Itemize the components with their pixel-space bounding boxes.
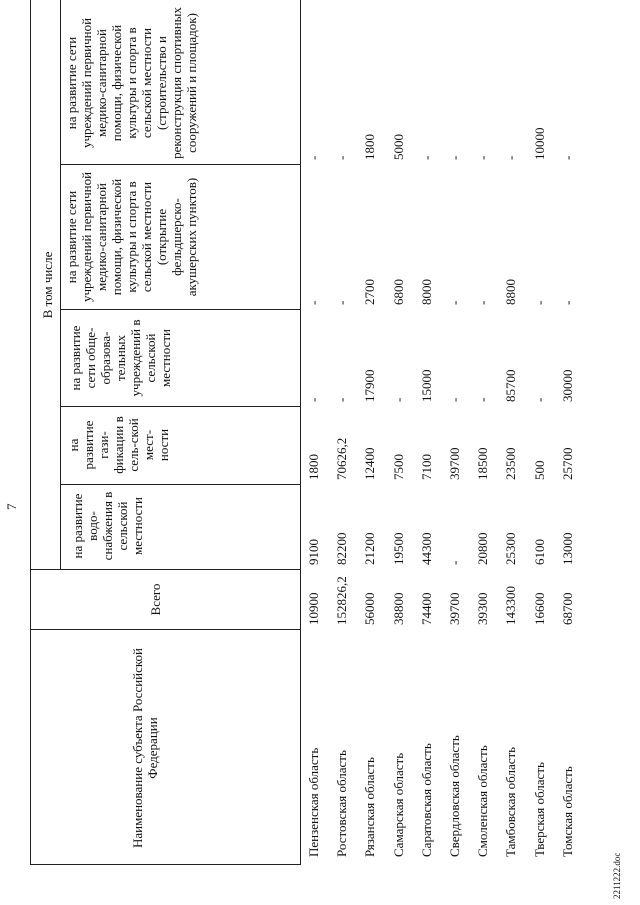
cell-gas: 18500 — [475, 447, 491, 480]
header-health-faps: на развитие сети учреждений первичной медико-санитарной помощи, физической культуры и спорта в сельской местности (открытие фельдшерско-акушерских пунктов) — [64, 171, 199, 303]
cell-health-faps: 8000 — [418, 279, 434, 305]
cell-total: 143300 — [503, 586, 519, 625]
cell-schools: - — [531, 397, 547, 402]
cell-region: Тверская область — [531, 762, 547, 857]
cell-schools: - — [390, 397, 406, 402]
col-divider-gas — [60, 484, 300, 485]
cell-schools: 85700 — [503, 369, 519, 402]
cell-schools: 15000 — [418, 369, 434, 402]
document-id: 2211222.doc — [612, 852, 622, 899]
cell-water: 20800 — [475, 532, 491, 565]
cell-schools: - — [334, 397, 350, 402]
col-divider-schools — [60, 406, 300, 407]
cell-region: Ростовская область — [334, 750, 350, 857]
cell-schools: - — [475, 397, 491, 402]
cell-health-sport: - — [503, 155, 519, 160]
header-health-sport: на развитие сети учреждений первичной медико-санитарной помощи, физической культуры и спорта в сельской местности (строительство и реконструкция спортивных сооружений и площадок) — [64, 7, 199, 159]
table-top-border — [30, 0, 31, 865]
col-divider-health-faps — [60, 309, 300, 310]
header-bottom-border — [300, 0, 301, 865]
header-total: Всего — [148, 583, 163, 616]
cell-water: 9100 — [306, 539, 321, 565]
cell-region: Пензенская область — [306, 747, 321, 857]
cell-water: 44300 — [418, 532, 434, 565]
cell-gas: 23500 — [503, 447, 519, 480]
cell-total: 10900 — [306, 592, 321, 625]
cell-total: 38800 — [390, 592, 406, 625]
cell-health-faps: - — [334, 300, 350, 305]
cell-region: Смоленская область — [475, 745, 491, 857]
cell-total: 39300 — [475, 592, 491, 625]
cell-health-sport: - — [559, 155, 575, 160]
cell-health-faps: - — [447, 300, 462, 305]
cell-health-faps: - — [306, 300, 321, 305]
header-gas: на развитие гази-фикации в сель-ской мест-ности — [66, 416, 171, 474]
cell-water: 21200 — [362, 532, 378, 565]
page-number: 7 — [4, 503, 19, 510]
cell-water: 13000 — [559, 532, 575, 565]
header-water: на развитие водо-снабжения в сельской местности — [70, 491, 145, 561]
cell-schools: - — [306, 397, 321, 402]
cell-gas: 500 — [531, 460, 547, 480]
cell-health-faps: 6800 — [390, 279, 406, 305]
cell-gas: 1800 — [306, 454, 321, 480]
cell-health-faps: - — [531, 300, 547, 305]
cell-health-sport: 1800 — [362, 134, 378, 160]
cell-gas: 25700 — [559, 447, 575, 480]
cell-gas: 7500 — [390, 454, 406, 480]
cell-region: Свердловская область — [447, 735, 462, 857]
cell-health-sport: 10000 — [531, 127, 547, 160]
cell-total: 39700 — [447, 592, 462, 625]
cell-region: Томская область — [559, 766, 575, 857]
cell-region: Саратовская область — [418, 743, 434, 857]
cell-gas: 70626,2 — [334, 437, 350, 480]
cell-total: 56000 — [362, 592, 378, 625]
cell-health-sport: - — [306, 155, 321, 160]
cell-schools: 30000 — [559, 369, 575, 402]
cell-region: Самарская область — [390, 752, 406, 857]
cell-water: - — [447, 560, 462, 565]
col-divider-water — [30, 569, 300, 570]
cell-total: 152826,2 — [334, 576, 350, 625]
cell-health-faps: 2700 — [362, 279, 378, 305]
cell-region: Тамбовская область — [503, 746, 519, 857]
cell-gas: 12400 — [362, 447, 378, 480]
col-divider-total — [30, 629, 300, 630]
cell-region: Рязанская область — [362, 757, 378, 857]
cell-schools: - — [447, 397, 462, 402]
cell-health-sport: - — [447, 155, 462, 160]
cell-health-faps: 8800 — [503, 279, 519, 305]
cell-water: 82200 — [334, 532, 350, 565]
cell-gas: 39700 — [447, 447, 462, 480]
cell-total: 68700 — [559, 592, 575, 625]
cell-health-sport: - — [334, 155, 350, 160]
cell-water: 25300 — [503, 532, 519, 565]
cell-total: 74400 — [418, 592, 434, 625]
cell-schools: 17900 — [362, 369, 378, 402]
cell-health-faps: - — [475, 300, 491, 305]
cell-health-faps: - — [559, 300, 575, 305]
header-region: Наименование субъекта Российской Федерации — [130, 647, 160, 849]
table-left-border — [30, 864, 300, 865]
cell-water: 19500 — [390, 532, 406, 565]
header-schools: на развитие сети обще-образова-тельных учреждений в сельской местности — [68, 319, 173, 397]
cell-total: 16600 — [531, 592, 547, 625]
cell-health-sport: 5000 — [390, 134, 406, 160]
cell-health-sport: - — [475, 155, 491, 160]
cell-health-sport: - — [418, 155, 434, 160]
cell-gas: 7100 — [418, 454, 434, 480]
header-including: В том числе — [40, 251, 55, 319]
cell-water: 6100 — [531, 539, 547, 565]
col-divider-health-sport — [60, 164, 300, 165]
